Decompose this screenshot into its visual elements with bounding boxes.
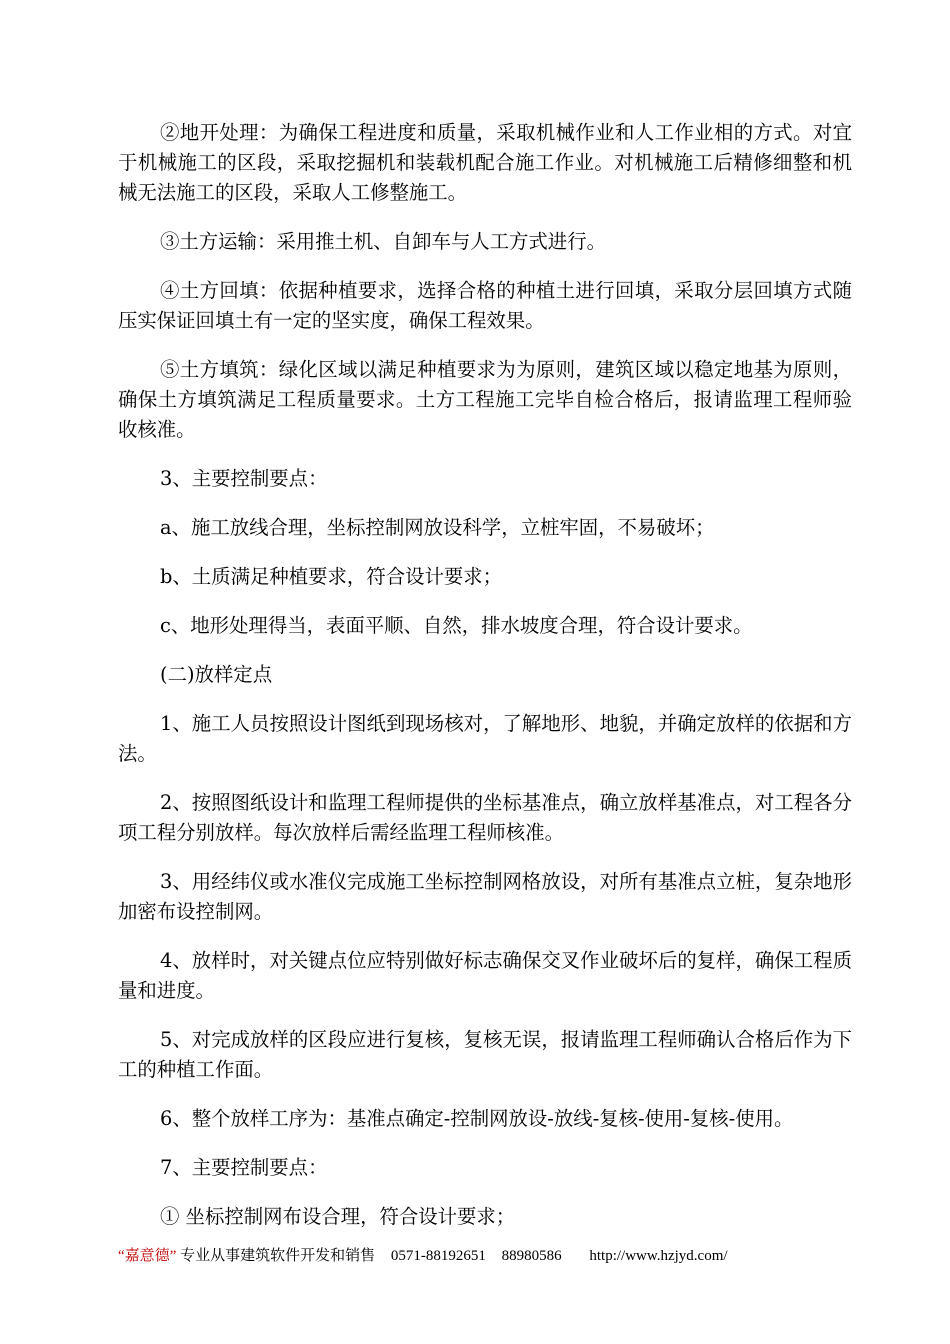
footer-phone-2: 88980586 [501,1248,562,1264]
paragraph-ground-leveling: ②地开处理：为确保工程进度和质量，采取机械作业和人工作业相的方式。对宜于机械施工的区段，采取挖掘机和装载机配合施工作业。对机械施工后精修细整和机械无法施工的区段，采取人工修整施工。 [118,121,852,204]
list-item-5: 5、对完成放样的区段应进行复核，复核无误，报请监理工程师确认合格后作为下工的种植工作面。 [118,1028,852,1081]
list-item-6: 6、整个放样工序为：基准点确定-控制网放设-放线-复核-使用-复核-使用。 [160,1107,794,1130]
heading-control-points-7: 7、主要控制要点： [160,1156,328,1179]
list-item-a: a、施工放线合理，坐标控制网放设科学，立桩牢固，不易破坏； [160,516,715,539]
list-item-1: 1、施工人员按照设计图纸到现场核对，了解地形、地貌，并确定放样的依据和方法。 [118,712,852,765]
footer-url-link[interactable]: http://www.hzjyd.com/ [589,1248,728,1264]
footer-brand-name: 嘉意德 [124,1248,170,1264]
list-item-4: 4、放样时，对关键点位应特别做好标志确保交叉作业破坏后的复样，确保工程质量和进度。 [118,949,852,1002]
heading-control-points-3: 3、主要控制要点： [160,467,328,490]
paragraph-earth-filling: ⑤土方填筑：绿化区域以满足种植要求为为原则，建筑区域以稳定地基为原则，确保土方填筑满足工程质量要求。土方工程施工完毕自检合格后，报请监理工程师验收核准。 [118,358,852,441]
page-footer [118,1246,858,1266]
section-heading-staking: (二)放样定点 [160,663,273,686]
footer-quote-close: ” [169,1248,177,1264]
footer-phone-1: 0571-88192651 [390,1248,486,1264]
document-body [118,118,852,1251]
footer-slogan: 专业从事建筑软件开发和销售 [180,1248,376,1264]
list-item-b: b、土质满足种植要求，符合设计要求； [160,565,503,588]
list-item-3: 3、用经纬仪或水准仪完成施工坐标控制网格放设，对所有基准点立桩，复杂地形加密布设控制网。 [118,870,852,923]
paragraph-earth-backfill: ④土方回填：依据种植要求，选择合格的种植土进行回填，采取分层回填方式随压实保证回填土有一定的坚实度，确保工程效果。 [118,279,852,332]
footer-quote-open: “ [118,1248,125,1264]
list-item-2: 2、按照图纸设计和监理工程师提供的坐标基准点，确立放样基准点，对工程各分项工程分别放样。每次放样后需经监理工程师核准。 [118,791,852,844]
paragraph-earth-transport: ③土方运输：采用推土机、自卸车与人工方式进行。 [160,230,606,253]
list-item-c: c、地形处理得当，表面平顺、自然，排水坡度合理，符合设计要求。 [160,614,753,637]
list-item-circled-1: ① 坐标控制网布设合理，符合设计要求； [160,1205,516,1228]
